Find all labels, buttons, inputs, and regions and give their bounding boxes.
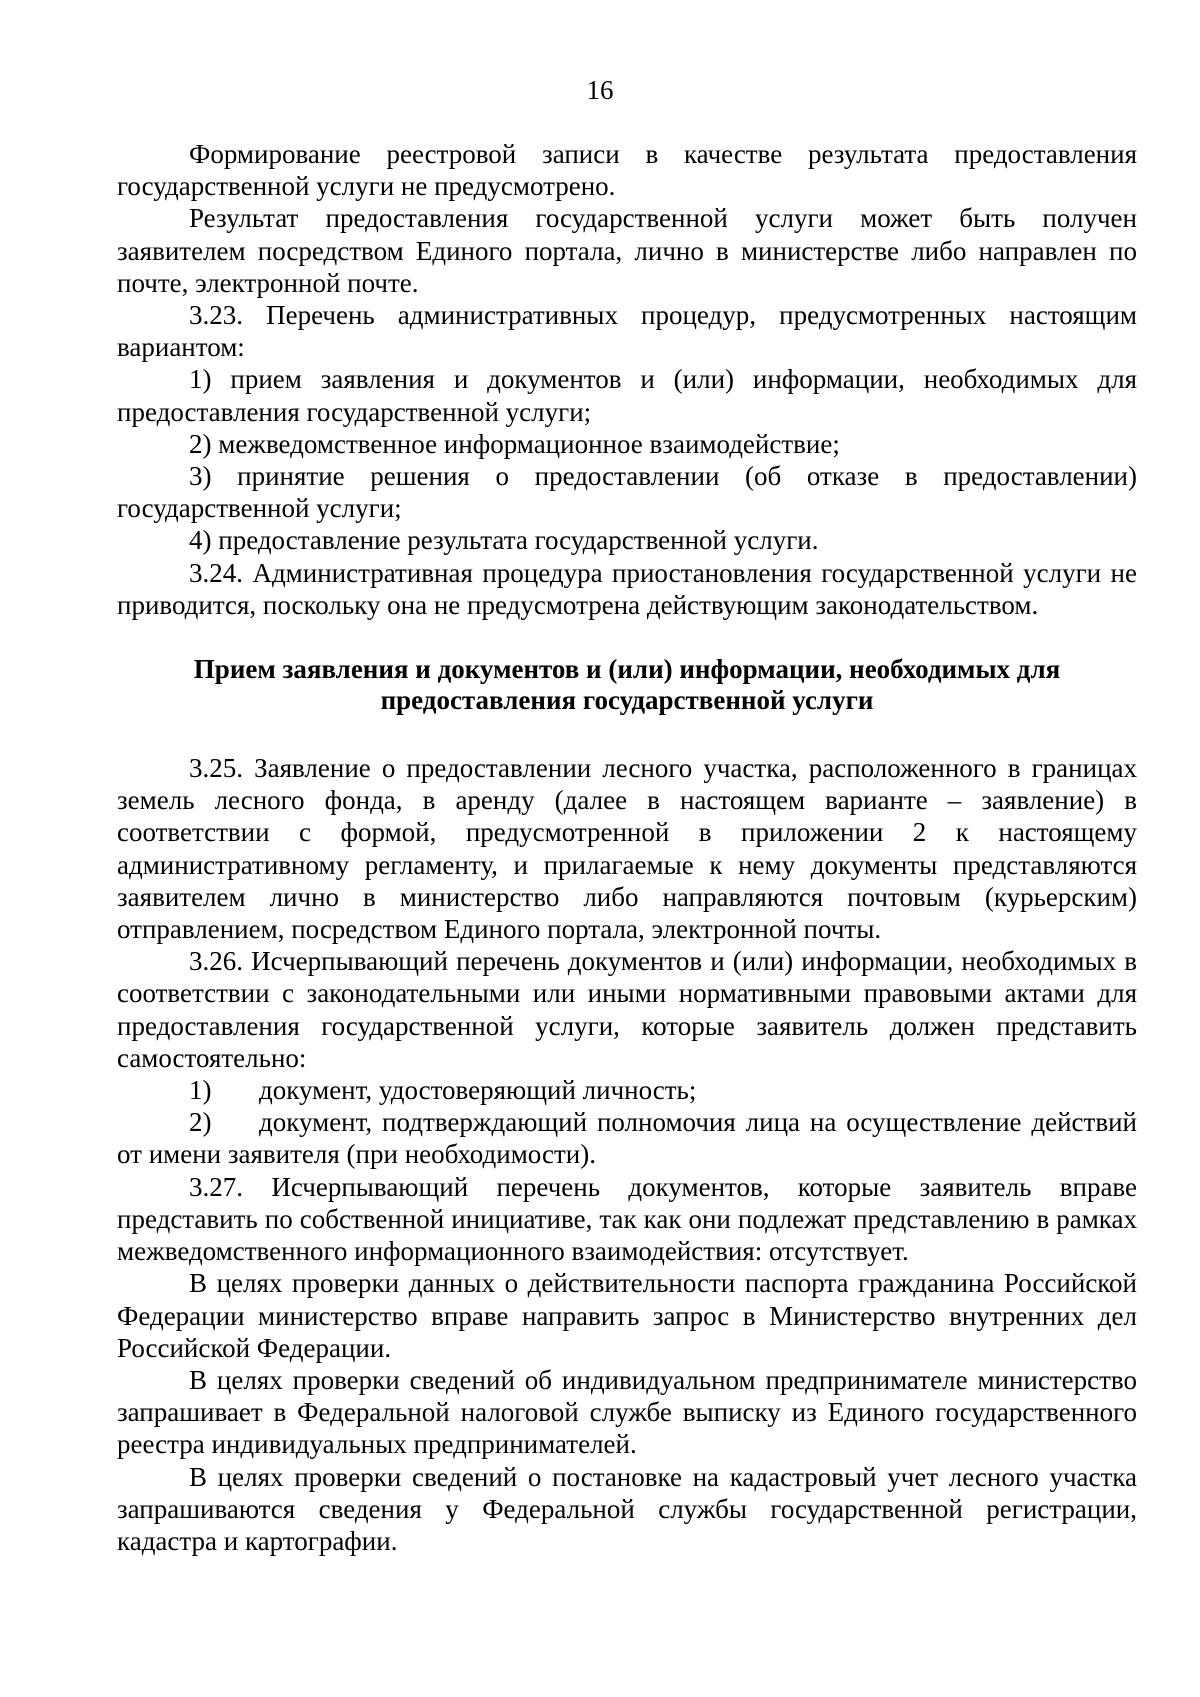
document-list-item (117, 1074, 1137, 1106)
paragraph: В целях проверки сведений об индивидуальном предпринимателе министерство запрашивает в Федеральной налоговой службе выписку из Единого государственного реестра индивидуальных предпринимателей. (117, 1364, 1137, 1460)
paragraph: 3.25. Заявление о предоставлении лесного участка, расположенного в границах земель лесного фонда, в аренду (далее в настоящем варианте – заявление) в соответствии с формой, предусмотренной в приложении 2 к настоящему административному регламенту, и прилагаемые к нему документы представляются заявителем лично в министерство либо направляются почтовым (курьерским) отправлением, посредством Единого портала, электронной почты. (117, 753, 1137, 945)
paragraph: В целях проверки сведений о постановке на кадастровый учет лесного участка запрашиваются сведения у Федеральной службы государственной регистрации, кадастра и картографии. (117, 1461, 1137, 1556)
document-list-item (117, 1106, 1137, 1170)
list-text: документ, удостоверяющий личность; (259, 1075, 697, 1106)
paragraph: 3.24. Административная процедура приостановления государственной услуги не приводится, поскольку она не предусмотрена действующим законодательством. (117, 557, 1137, 620)
list-number: 1) (189, 1075, 212, 1106)
page-number: 16 (586, 75, 614, 105)
paragraph: 3.26. Исчерпывающий перечень документов и (или) информации, необходимых в соответствии с законодательными или иными нормативными правовыми актами для предоставления государственной услуги, которые заявитель должен представить самостоятельно: (117, 946, 1137, 1073)
section-heading: Прием заявления и документов и (или) информации, необходимых для предоставления государственной услуги (193, 654, 1061, 716)
procedure-list-item: 3) принятие решения о предоставлении (об отказе в предоставлении) государственной услуги; (117, 461, 1137, 524)
paragraph: 3.27. Исчерпывающий перечень документов, которые заявитель вправе представить по собственной инициативе, так как они подлежат представлению в рамках межведомственного информационного взаимодействия: отсутствует. (117, 1171, 1137, 1267)
procedure-list-item: 4) предоставление результата государственной услуги. (189, 525, 819, 556)
paragraph: Результат предоставления государственной услуги может быть получен заявителем посредством Единого портала, лично в министерстве либо направлен по почте, электронной почте. (117, 203, 1137, 298)
list-number: 2) (189, 1107, 212, 1138)
procedure-list-item: 2) межведомственное информационное взаимодействие; (189, 428, 840, 459)
list-text: документ, подтверждающий полномочия лица на осуществление действий от имени заявителя (при необходимости). (117, 1107, 1137, 1170)
paragraph: 3.23. Перечень административных процедур, предусмотренных настоящим вариантом: (117, 300, 1137, 363)
paragraph: В целях проверки данных о действительности паспорта гражданина Российской Федерации министерство вправе направить запрос в Министерство внутренних дел Российской Федерации. (117, 1268, 1137, 1363)
document-body (117, 138, 1137, 1557)
procedure-list-item: 1) прием заявления и документов и (или) информации, необходимых для предоставления государственной услуги; (117, 364, 1137, 427)
paragraph: Формирование реестровой записи в качестве результата предоставления государственной услуги не предусмотрено. (117, 139, 1137, 202)
